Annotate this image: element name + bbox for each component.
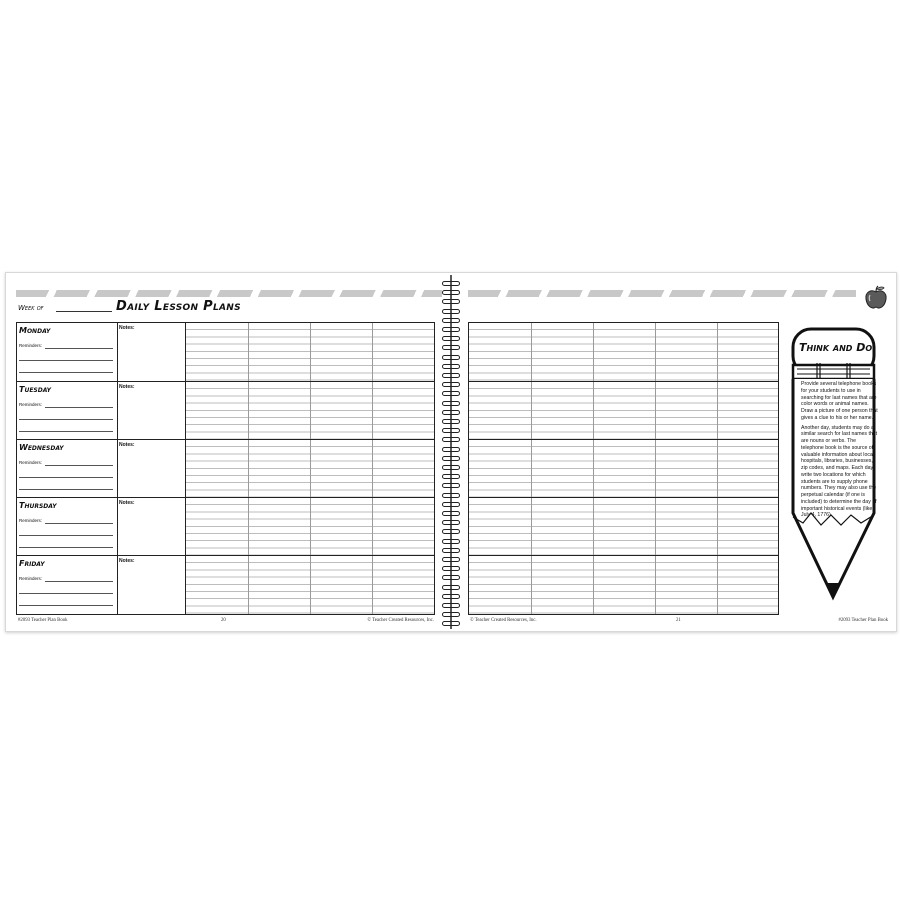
notes-label: Notes: <box>119 384 135 390</box>
reminder-line <box>45 348 113 349</box>
period-divider <box>372 556 373 614</box>
reminder-line <box>19 593 113 594</box>
period-divider <box>655 498 656 555</box>
period-divider <box>531 440 532 497</box>
column-divider <box>117 498 118 555</box>
period-divider <box>372 440 373 497</box>
day-name: Wednesday <box>19 443 64 452</box>
period-divider <box>655 382 656 439</box>
left-page <box>6 273 446 631</box>
reminder-line <box>19 547 113 548</box>
page-number: 20 <box>221 618 226 623</box>
period-divider <box>593 323 594 381</box>
ruled-lines <box>469 556 778 614</box>
period-divider <box>372 382 373 439</box>
lesson-plan-grid <box>16 322 435 615</box>
reminder-line <box>19 489 113 490</box>
period-divider <box>593 382 594 439</box>
notes-label: Notes: <box>119 442 135 448</box>
period-divider <box>310 440 311 497</box>
reminders-label: Reminders: <box>19 343 43 348</box>
think-and-do-body <box>801 381 879 522</box>
day-name: Friday <box>19 559 45 568</box>
reminder-line <box>45 523 113 524</box>
column-divider <box>117 382 118 439</box>
period-divider <box>717 382 718 439</box>
reminder-line <box>45 581 113 582</box>
reminder-line <box>19 419 113 420</box>
period-divider <box>655 556 656 614</box>
period-divider <box>310 382 311 439</box>
day-row-wednesday <box>17 439 434 497</box>
sidebar-paragraph: Another day, students may do a similar search for last names that are nouns or verbs. The telephone book is the source of valuable information about local hospitals, libraries, businesses, zip codes, and maps. Each day write two locations for which students are to supply phone numbers. They may also use the perpetual calendar (if one is included) to determine the day of important historical events (like July 4, 1776). <box>801 424 878 519</box>
period-divider <box>372 323 373 381</box>
day-row <box>469 381 778 439</box>
period-divider <box>593 556 594 614</box>
period-divider <box>717 323 718 381</box>
reminder-line <box>19 605 113 606</box>
period-divider <box>310 323 311 381</box>
ruled-lines <box>469 382 778 439</box>
period-divider <box>248 556 249 614</box>
reminders-label: Reminders: <box>19 402 43 407</box>
footer-left: © Teacher Created Resources, Inc. <box>470 618 537 623</box>
day-row <box>469 323 778 381</box>
period-divider <box>717 440 718 497</box>
period-divider <box>372 498 373 555</box>
day-row <box>469 439 778 497</box>
period-divider <box>248 440 249 497</box>
period-divider <box>593 440 594 497</box>
period-divider <box>593 498 594 555</box>
period-divider <box>248 498 249 555</box>
reminder-line <box>45 465 113 466</box>
ruled-lines <box>469 323 778 381</box>
footer-right: © Teacher Created Resources, Inc. <box>367 618 434 623</box>
reminders-label: Reminders: <box>19 460 43 465</box>
footer-left: #2093 Teacher Plan Book <box>18 618 68 623</box>
reminder-line <box>19 535 113 536</box>
period-divider <box>531 556 532 614</box>
right-page <box>456 273 896 631</box>
apple-icon <box>863 285 889 311</box>
period-divider <box>248 323 249 381</box>
plan-book-spread <box>5 272 897 632</box>
sidebar-paragraph: Provide several telephone books for your students to use in searching for last names that are color words or animal names. Draw a picture of one person that gives a clue to his or her name. <box>801 381 878 421</box>
day-name: Thursday <box>19 501 57 510</box>
period-divider <box>531 323 532 381</box>
column-divider <box>117 556 118 614</box>
notes-label: Notes: <box>119 325 135 331</box>
column-divider <box>117 440 118 497</box>
period-divider <box>655 440 656 497</box>
period-divider <box>248 382 249 439</box>
ruled-lines <box>469 498 778 555</box>
day-row <box>469 497 778 555</box>
reminder-line <box>19 477 113 478</box>
think-and-do-title: Think and Do <box>799 341 873 354</box>
reminder-line <box>45 407 113 408</box>
period-divider <box>717 556 718 614</box>
day-name: Tuesday <box>19 385 52 394</box>
day-row-monday <box>17 323 434 381</box>
week-of-label: Week of <box>18 304 44 312</box>
reminder-line <box>19 360 113 361</box>
spiral-binding <box>446 273 456 631</box>
reminders-label: Reminders: <box>19 576 43 581</box>
day-row-thursday <box>17 497 434 555</box>
page-title: Daily Lesson Plans <box>116 299 241 314</box>
notes-label: Notes: <box>119 500 135 506</box>
reminder-line <box>19 372 113 373</box>
footer-right: #2093 Teacher Plan Book <box>838 618 888 623</box>
header-stripe <box>16 290 442 297</box>
week-of-line <box>56 311 112 312</box>
period-divider <box>717 498 718 555</box>
period-divider <box>310 498 311 555</box>
period-divider <box>531 382 532 439</box>
day-row-tuesday <box>17 381 434 439</box>
period-divider <box>310 556 311 614</box>
day-row <box>469 555 778 614</box>
ruled-lines <box>469 440 778 497</box>
reminders-label: Reminders: <box>19 518 43 523</box>
lesson-plan-grid-continued <box>468 322 779 615</box>
page-number: 21 <box>676 618 681 623</box>
day-row-friday <box>17 555 434 614</box>
header-stripe <box>468 290 856 297</box>
period-divider <box>655 323 656 381</box>
notes-label: Notes: <box>119 558 135 564</box>
column-divider <box>117 323 118 381</box>
period-divider <box>531 498 532 555</box>
day-name: Monday <box>19 326 51 335</box>
reminder-line <box>19 431 113 432</box>
